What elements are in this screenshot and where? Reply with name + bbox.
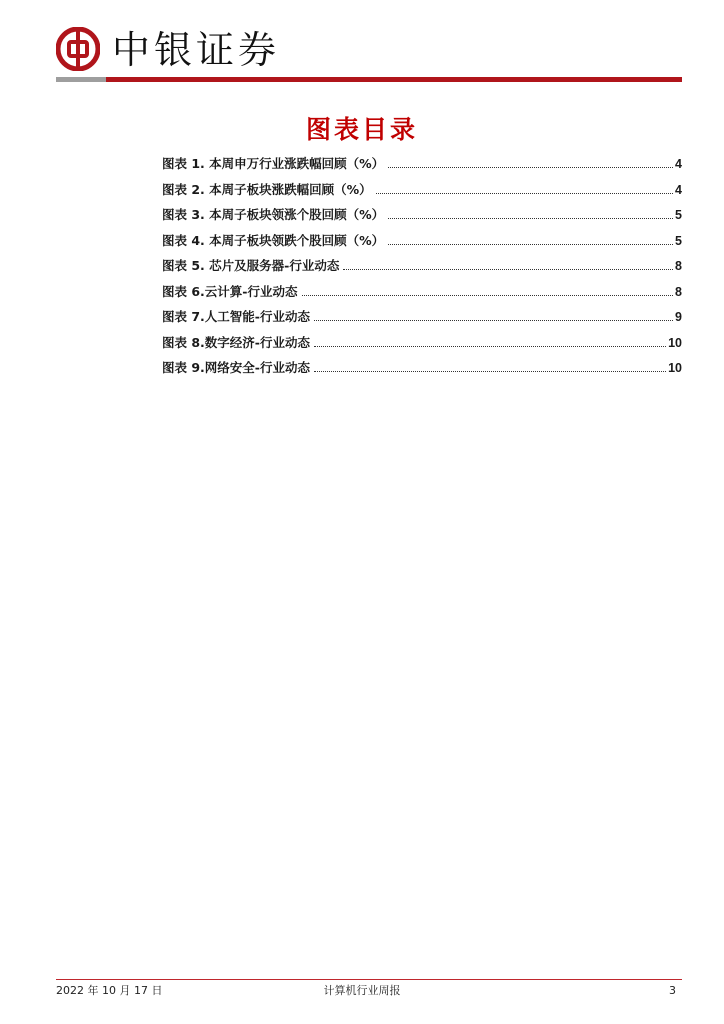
toc-entry-2[interactable] bbox=[162, 180, 682, 206]
footer-date: 2022 年 10 月 17 日 bbox=[56, 984, 163, 997]
toc-entry-8[interactable] bbox=[162, 333, 682, 359]
dot-leader bbox=[388, 244, 673, 245]
toc-entry-page: 8 bbox=[675, 284, 682, 299]
toc-entry-page: 5 bbox=[675, 208, 682, 222]
dot-leader bbox=[314, 320, 673, 321]
toc-entry-page: 8 bbox=[675, 259, 682, 273]
header-divider-gray bbox=[56, 77, 106, 82]
toc-entry-1[interactable] bbox=[162, 154, 682, 180]
toc-entry-label: 图表 7.人工智能-行业动态 bbox=[162, 309, 310, 324]
toc-entry-page: 10 bbox=[668, 335, 682, 350]
toc-entry-label: 图表 9.网络安全-行业动态 bbox=[162, 360, 310, 375]
toc-entry-page: 9 bbox=[675, 310, 682, 324]
dot-leader bbox=[314, 371, 666, 372]
toc-entry-page: 4 bbox=[675, 182, 682, 197]
toc-entry-label: 图表 2. 本周子板块涨跌幅回顾（%） bbox=[162, 181, 372, 197]
toc-entry-9[interactable] bbox=[162, 358, 682, 384]
toc-title: 图表目录 bbox=[305, 115, 418, 144]
toc-entry-4[interactable] bbox=[162, 231, 682, 257]
brand-name: 中银证券 bbox=[112, 28, 281, 72]
bank-of-china-logo-icon bbox=[56, 27, 100, 71]
dot-leader bbox=[376, 193, 673, 194]
dot-leader bbox=[302, 295, 674, 296]
toc-entry-page: 10 bbox=[668, 361, 682, 375]
dot-leader bbox=[388, 218, 673, 219]
toc-entry-label: 图表 3. 本周子板块领涨个股回顾（%） bbox=[162, 207, 385, 222]
dot-leader bbox=[314, 346, 666, 347]
footer-divider bbox=[56, 979, 682, 980]
header-divider-red bbox=[106, 77, 682, 82]
toc-entry-3[interactable] bbox=[162, 205, 682, 231]
toc-entry-label: 图表 8.数字经济-行业动态 bbox=[162, 334, 310, 350]
table-of-figures bbox=[162, 154, 682, 384]
toc-entry-7[interactable] bbox=[162, 307, 682, 333]
toc-entry-label: 图表 4. 本周子板块领跌个股回顾（%） bbox=[162, 232, 385, 248]
dot-leader bbox=[388, 167, 673, 168]
toc-entry-label: 图表 6.云计算-行业动态 bbox=[162, 283, 298, 299]
page-header bbox=[0, 0, 724, 84]
toc-entry-5[interactable] bbox=[162, 256, 682, 282]
toc-entry-page: 4 bbox=[675, 157, 682, 171]
footer-report-name: 计算机行业周报 bbox=[323, 984, 401, 997]
footer-page-number: 3 bbox=[669, 984, 676, 997]
dot-leader bbox=[343, 269, 673, 270]
toc-entry-6[interactable] bbox=[162, 282, 682, 308]
toc-entry-page: 5 bbox=[675, 233, 682, 248]
toc-entry-label: 图表 1. 本周申万行业涨跌幅回顾（%） bbox=[162, 156, 385, 171]
toc-entry-label: 图表 5. 芯片及服务器-行业动态 bbox=[162, 258, 340, 273]
